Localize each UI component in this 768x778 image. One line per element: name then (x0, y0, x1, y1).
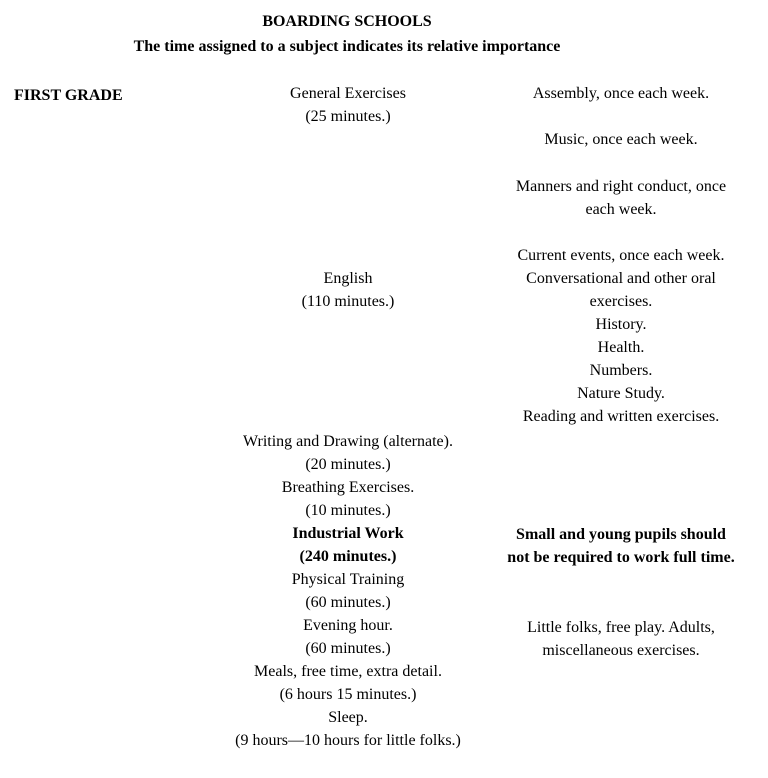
subject-general-exercises (222, 82, 474, 128)
note-industrial (486, 523, 756, 569)
note-line: Health. (597, 339, 645, 356)
page-subtitle: The time assigned to a subject indicates its relative importance (133, 38, 561, 55)
subject-english (222, 267, 474, 313)
subject-list-lower (222, 430, 474, 752)
note-line: Little folks, free play. Adults, (527, 619, 715, 636)
note-manners (486, 175, 756, 221)
note-line: Nature Study. (577, 385, 665, 402)
subject-name: Evening hour. (303, 617, 393, 634)
subject-name: Breathing Exercises. (281, 479, 415, 496)
subject-time: (9 hours—10 hours for little folks.) (235, 732, 461, 749)
subject-time: (6 hours 15 minutes.) (279, 686, 417, 703)
note-line: exercises. (589, 293, 653, 310)
subject-time-industrial: (240 minutes.) (299, 548, 397, 565)
subject-name: English (323, 270, 373, 287)
page-title: BOARDING SCHOOLS (262, 13, 432, 30)
note-line: Conversational and other oral (526, 270, 716, 287)
subject-name-industrial: Industrial Work (292, 525, 404, 542)
subject-time: (10 minutes.) (305, 502, 391, 519)
subject-name: Sleep. (328, 709, 368, 726)
subject-time: (20 minutes.) (305, 456, 391, 473)
note-evening (486, 616, 756, 662)
note-assembly: Assembly, once each week. (532, 85, 710, 102)
subject-time: (60 minutes.) (305, 640, 391, 657)
note-line: each week. (585, 201, 657, 218)
subject-name: Writing and Drawing (alternate). (243, 433, 453, 450)
subject-time: (25 minutes.) (305, 108, 391, 125)
note-line: Current events, once each week. (517, 247, 725, 264)
note-music: Music, once each week. (544, 131, 698, 148)
grade-label: FIRST GRADE (14, 87, 123, 104)
note-line: Numbers. (589, 362, 653, 379)
subject-time: (110 minutes.) (301, 293, 395, 310)
note-english-topics (486, 244, 756, 428)
note-line: History. (595, 316, 647, 333)
subject-name: General Exercises (290, 85, 406, 102)
note-line: Reading and written exercises. (522, 408, 720, 425)
subject-name: Meals, free time, extra detail. (254, 663, 442, 680)
subject-time: (60 minutes.) (305, 594, 391, 611)
note-line: Small and young pupils should (516, 526, 726, 543)
note-line: Manners and right conduct, once (515, 178, 727, 195)
note-line: not be required to work full time. (507, 549, 735, 566)
subject-name: Physical Training (291, 571, 405, 588)
note-line: miscellaneous exercises. (542, 642, 700, 659)
